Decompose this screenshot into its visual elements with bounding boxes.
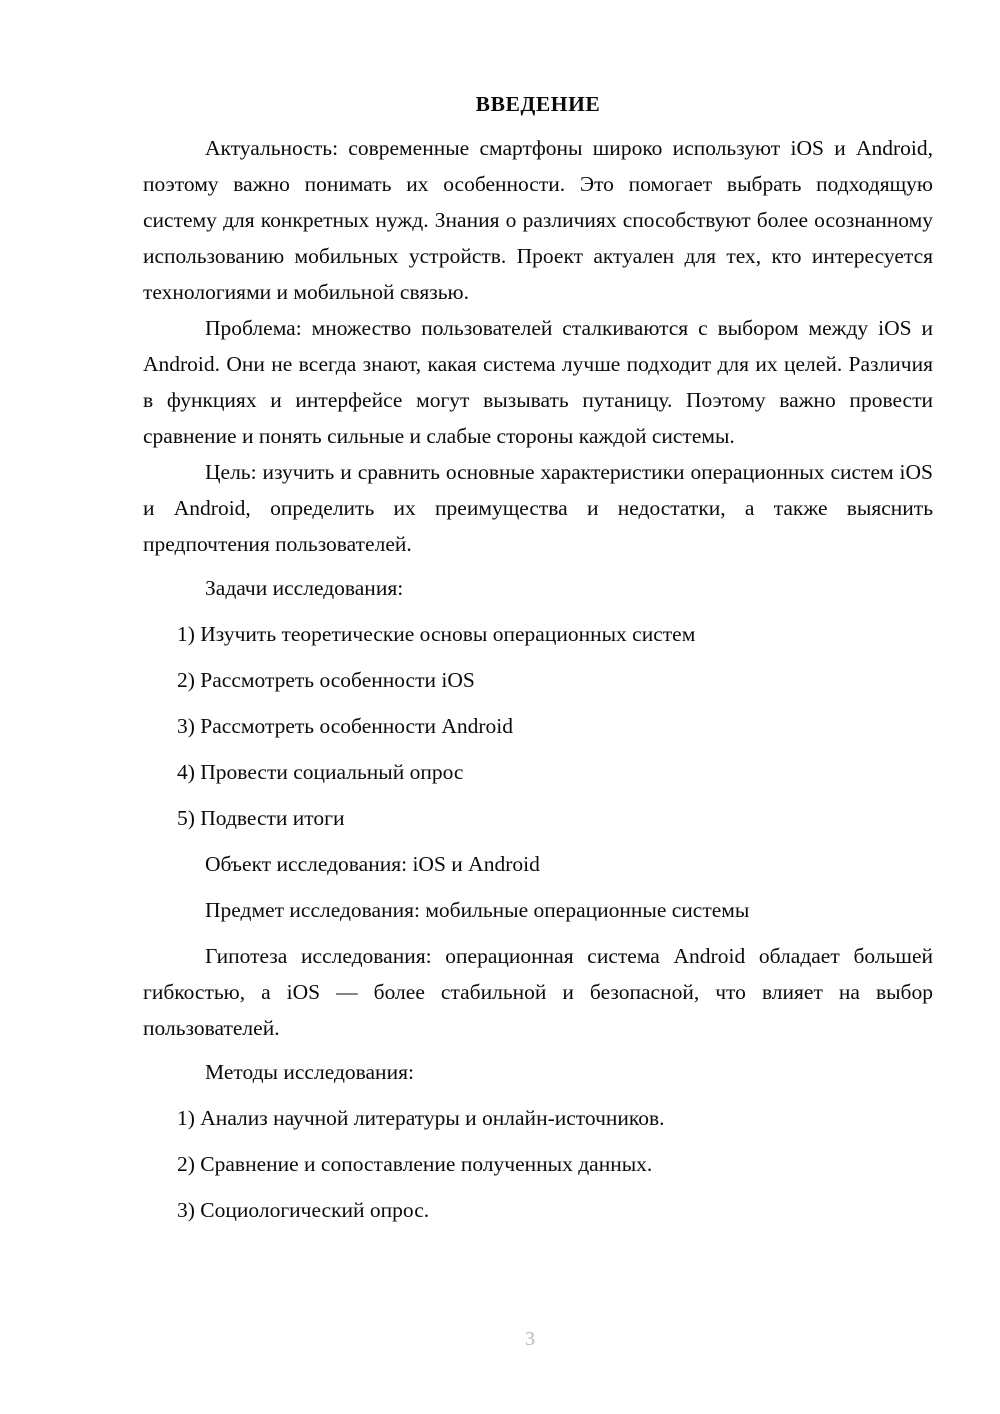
paragraph-relevance: Актуальность: современные смартфоны широко используют iOS и Android, поэтому важно понимать их особенности. Это помогает выбрать подходящую систему для конкретных нужд. Знания о различиях способствуют более осознанному использованию мобильных устройств. Проект актуален для тех, кто интересуется технологиями и мобильной связью. <box>143 136 933 304</box>
line-subject-of-study: Предмет исследования: мобильные операционные системы <box>205 898 750 922</box>
spacer <box>143 1090 933 1100</box>
heading-methods: Методы исследования: <box>205 1060 414 1084</box>
paragraph-hypothesis: Гипотеза исследования: операционная система Android обладает большей гибкостью, а iOS — более стабильной и безопасной, что влияет на выбор пользователей. <box>143 944 933 1040</box>
page-number: 3 <box>525 1328 535 1350</box>
list-item: 5) Подвести итоги <box>177 806 345 830</box>
paragraph-problem: Проблема: множество пользователей сталкиваются с выбором между iOS и Android. Они не всегда знают, какая система лучше подходит для их целей. Различия в функциях и интерфейсе могут вызывать путаницу. Поэтому важно провести сравнение и понять сильные и слабые стороны каждой системы. <box>143 316 933 448</box>
document-body <box>143 88 933 1228</box>
paragraph-goal: Цель: изучить и сравнить основные характеристики операционных систем iOS и Android, определить их преимущества и недостатки, а также выяснить предпочтения пользователей. <box>143 460 933 556</box>
spacer <box>143 652 933 662</box>
list-item: 2) Сравнение и сопоставление полученных данных. <box>177 1152 653 1176</box>
spacer <box>143 1182 933 1192</box>
list-item: 3) Рассмотреть особенности Android <box>177 714 514 738</box>
spacer <box>143 790 933 800</box>
list-item: 1) Изучить теоретические основы операционных систем <box>177 622 696 646</box>
spacer <box>143 698 933 708</box>
spacer <box>143 836 933 846</box>
spacer <box>143 1136 933 1146</box>
spacer <box>143 744 933 754</box>
spacer <box>143 882 933 892</box>
spacer <box>143 606 933 616</box>
list-item: 4) Провести социальный опрос <box>177 760 464 784</box>
heading-tasks: Задачи исследования: <box>205 576 404 600</box>
list-item: 3) Социологический опрос. <box>177 1198 430 1222</box>
spacer <box>143 562 933 570</box>
list-item: 1) Анализ научной литературы и онлайн-источников. <box>177 1106 665 1130</box>
list-item: 2) Рассмотреть особенности iOS <box>177 668 475 692</box>
spacer <box>143 1046 933 1054</box>
page-title: ВВЕДЕНИЕ <box>475 92 601 116</box>
spacer <box>143 928 933 938</box>
line-object-of-study: Объект исследования: iOS и Android <box>205 852 540 876</box>
